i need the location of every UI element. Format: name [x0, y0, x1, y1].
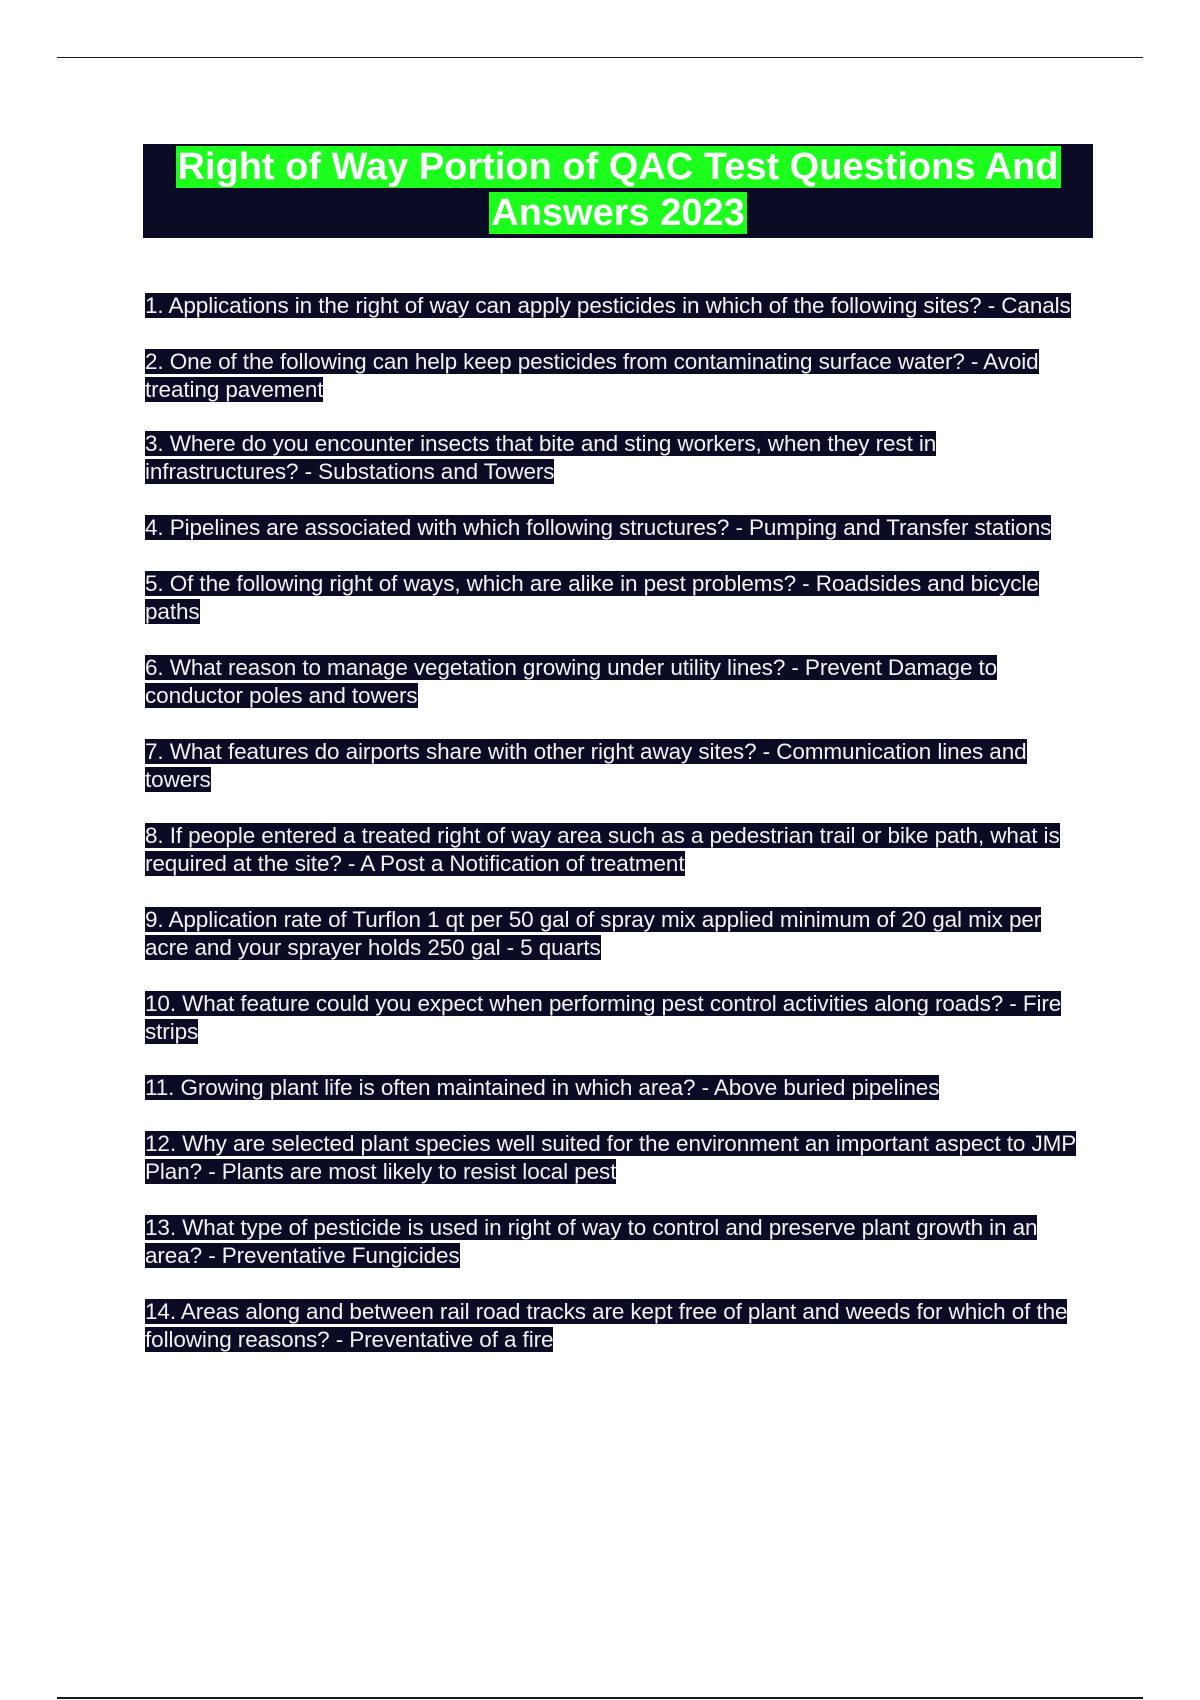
question-text: 1. Applications in the right of way can apply pesticides in which of the following sites? - Canals [145, 293, 1071, 318]
title-line-1: Right of Way Portion of QAC Test Questions And [177, 146, 1059, 188]
question-text: 8. If people entered a treated right of way area such as a pedestrian trail or bike path, what is required at the site? - A Post a Notification of treatment [145, 823, 1060, 876]
question-text: 4. Pipelines are associated with which following structures? - Pumping and Transfer stations [145, 515, 1052, 540]
question-text: 3. Where do you encounter insects that bite and sting workers, when they rest in infrastructures? - Substations and Towers [145, 431, 937, 484]
question-text: 6. What reason to manage vegetation growing under utility lines? - Prevent Damage to conductor poles and towers [145, 655, 998, 708]
question-item [145, 1130, 1085, 1186]
question-text: 13. What type of pesticide is used in right of way to control and preserve plant growth in an area? - Preventative Fungicides [145, 1215, 1038, 1268]
question-item [145, 292, 1085, 320]
bottom-rule [57, 1697, 1143, 1699]
question-list [145, 292, 1085, 1354]
question-item [145, 570, 1085, 626]
question-text: 5. Of the following right of ways, which are alike in pest problems? - Roadsides and bicycle paths [145, 571, 1039, 624]
question-text: 7. What features do airports share with other right away sites? - Communication lines and towers [145, 739, 1027, 792]
question-text: 14. Areas along and between rail road tracks are kept free of plant and weeds for which of the following reasons? - Preventative of a fire [145, 1299, 1068, 1352]
question-item [145, 822, 1085, 878]
question-text: 2. One of the following can help keep pesticides from contaminating surface water? - Avoid treating pavement [145, 349, 1039, 402]
question-item [145, 430, 1085, 486]
question-text: 9. Application rate of Turflon 1 qt per 50 gal of spray mix applied minimum of 20 gal mix per acre and your sprayer holds 250 gal - 5 quarts [145, 907, 1042, 960]
question-item [145, 654, 1085, 710]
question-item [145, 990, 1085, 1046]
question-item [145, 1214, 1085, 1270]
question-item [145, 514, 1085, 542]
question-item [145, 1074, 1085, 1102]
question-text: 11. Growing plant life is often maintained in which area? - Above buried pipelines [145, 1075, 940, 1100]
question-item [145, 348, 1085, 404]
question-item [145, 738, 1085, 794]
question-text: 10. What feature could you expect when performing pest control activities along roads? - Fire strips [145, 991, 1062, 1044]
question-item [145, 906, 1085, 962]
top-rule [57, 57, 1143, 58]
question-item [145, 1298, 1085, 1354]
question-text: 12. Why are selected plant species well suited for the environment an important aspect to JMP Plan? - Plants are most likely to resist local pest [145, 1131, 1077, 1184]
document-title [143, 144, 1093, 238]
title-line-2: Answers 2023 [491, 192, 745, 234]
